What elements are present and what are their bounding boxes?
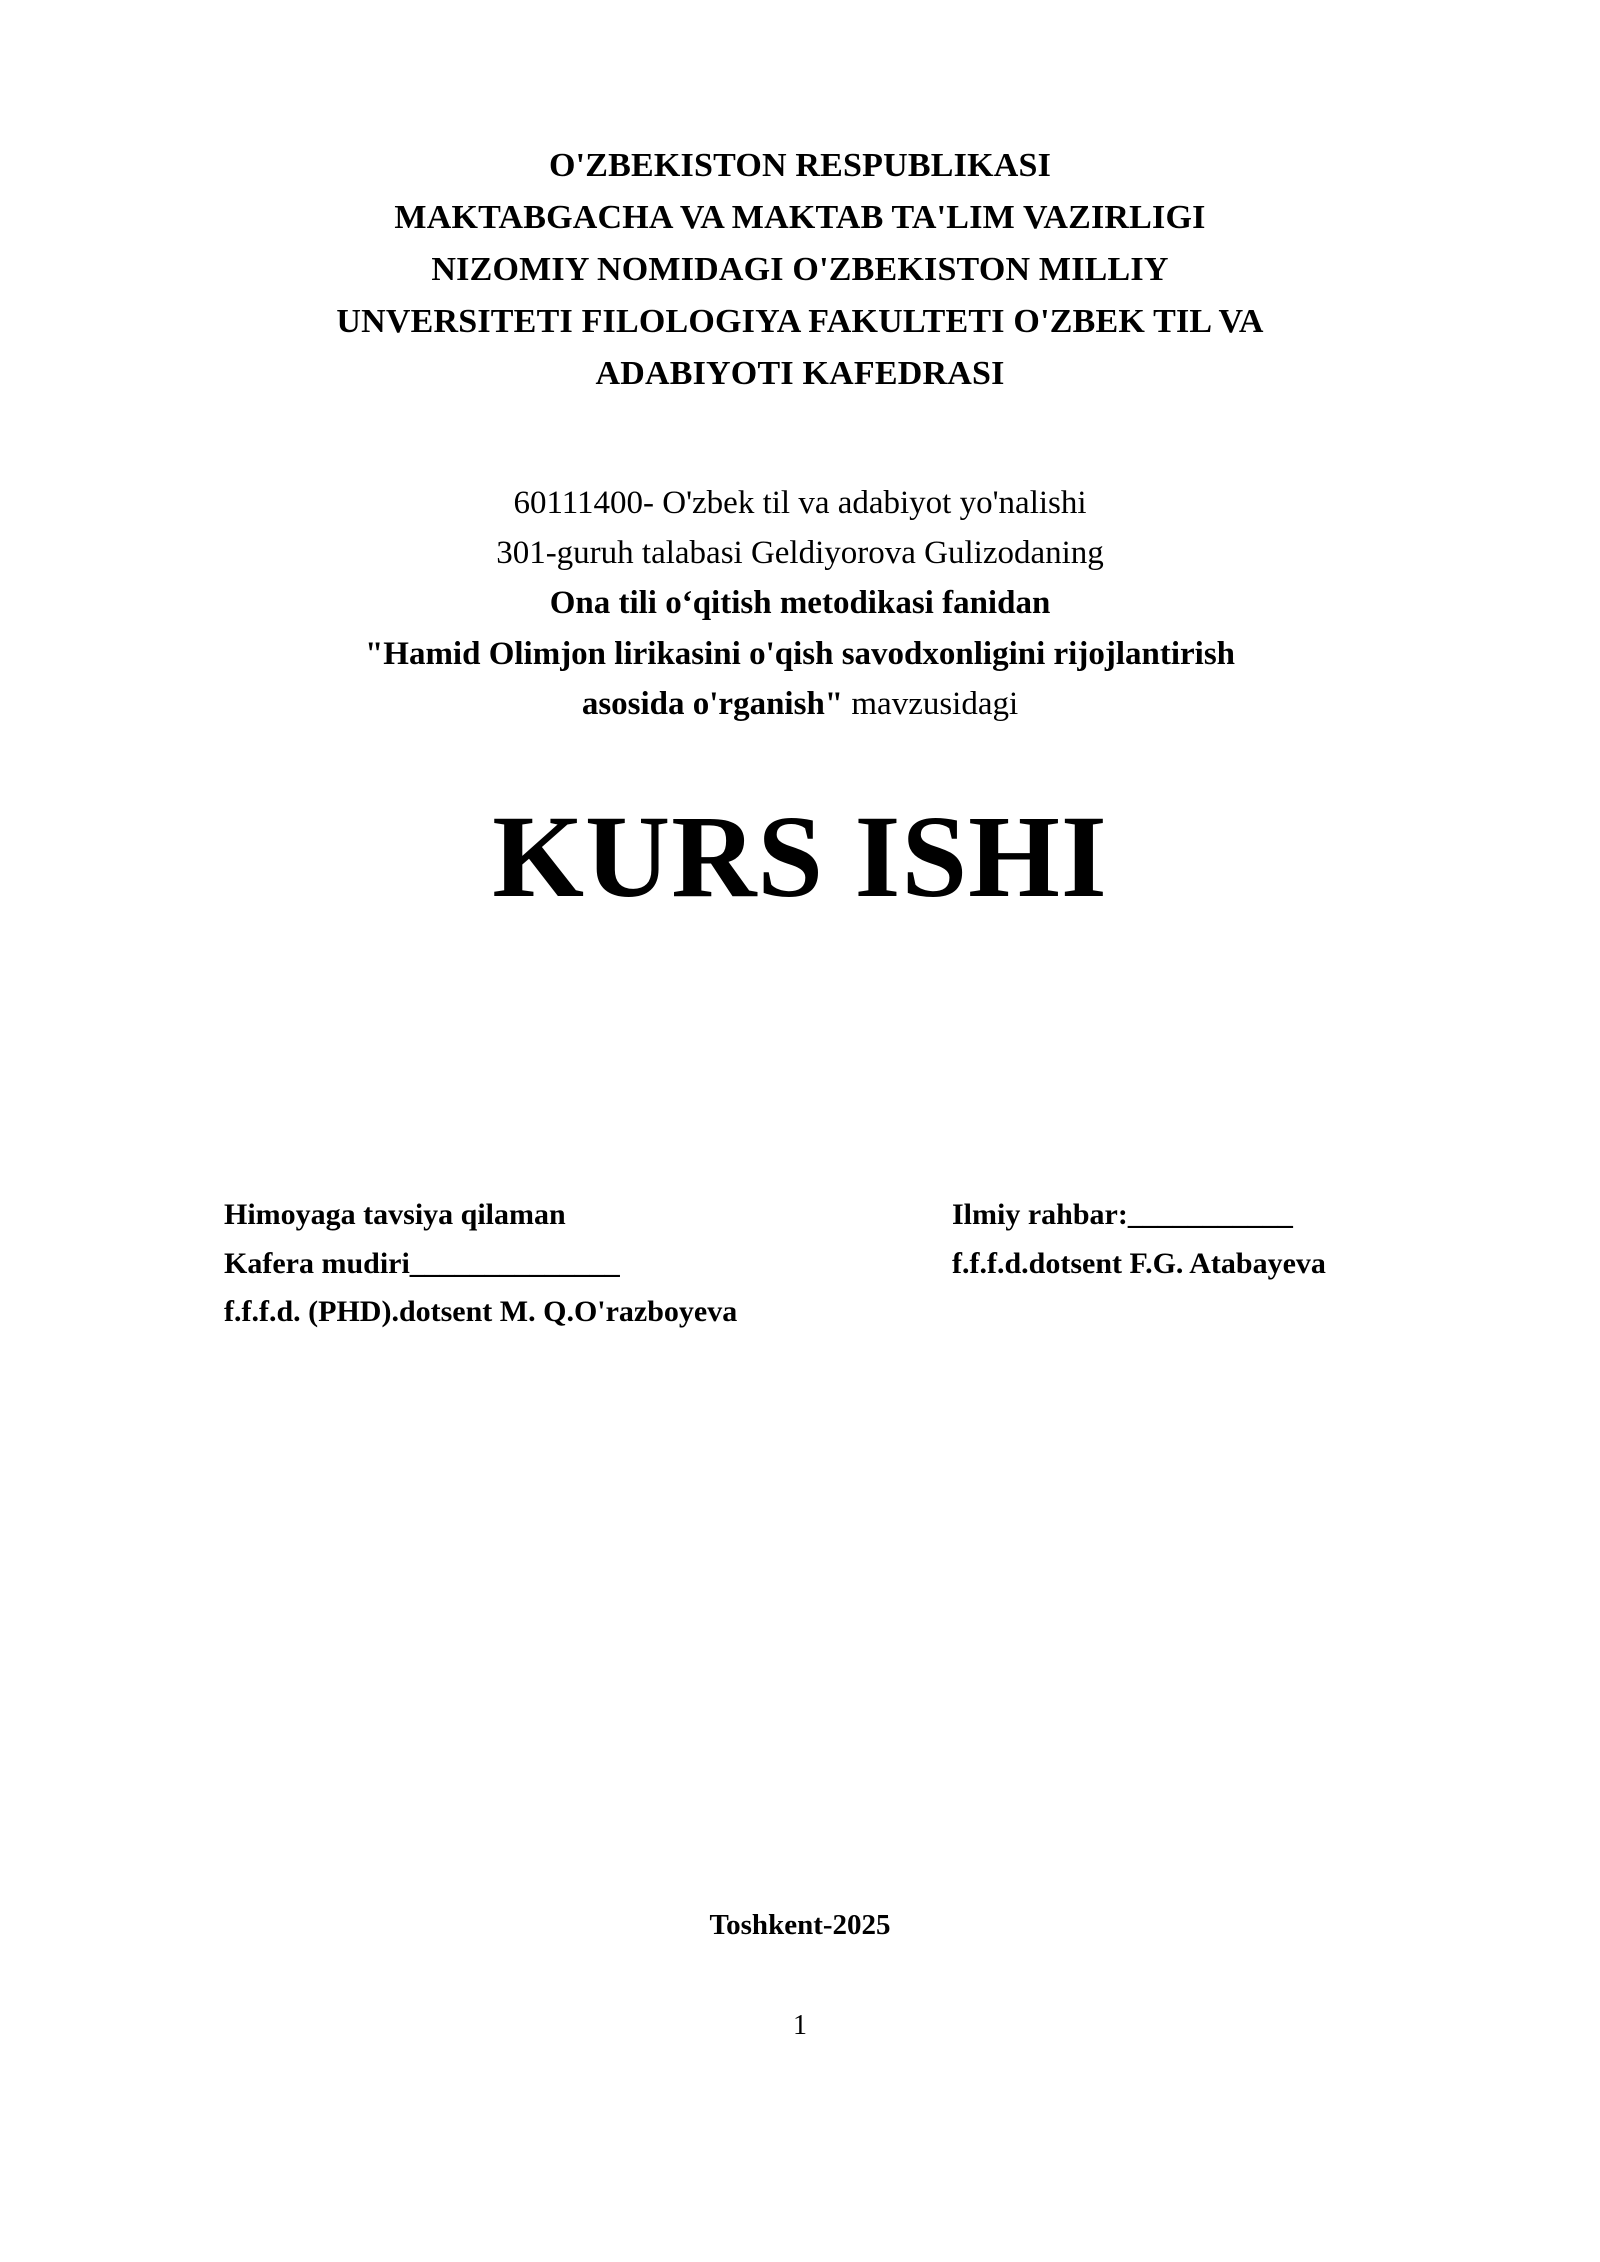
student-name: 301-guruh talabasi Geldiyorova Gulizodaning [496, 535, 1104, 572]
theme-line-2-bold: asosida o'rganish" [581, 685, 844, 722]
study-direction: 60111400- O'zbek til va adabiyot yo'nalishi [513, 485, 1087, 522]
theme-line-2-suffix: mavzusidagi [843, 685, 1019, 722]
page-title: KURS ISHI [492, 790, 1108, 922]
header-line-3: NIZOMIY NOMIDAGI O'ZBEKISTON MILLIY [431, 251, 1169, 289]
header-line-2: MAKTABGACHA VA MAKTAB TA'LIM VAZIRLIGI [394, 199, 1206, 237]
signature-column-left [224, 1191, 844, 1337]
institution-header [224, 140, 1376, 400]
city-year: Toshkent-2025 [709, 1909, 891, 1941]
header-line-1: O'ZBEKISTON RESPUBLIKASI [548, 147, 1052, 184]
header-line-4: UNVERSITETI FILOLOGIYA FAKULTETI O'ZBEK TIL VA [336, 303, 1264, 341]
department-head-line: Kafera mudiri______________ [224, 1246, 620, 1280]
theme-line-2 [224, 679, 1376, 729]
department-head-name: f.f.f.d. (PHD).dotsent M. Q.O'razboyeva [224, 1295, 738, 1329]
theme-line-1: "Hamid Olimjon lirikasini o'qish savodxonligini rijojlantirish [364, 635, 1236, 672]
page-content [224, 0, 1376, 2041]
header-line-5: ADABIYOTI KAFEDRASI [595, 355, 1005, 393]
signature-column-right [952, 1191, 1412, 1288]
course-info [224, 478, 1376, 729]
recommend-label: Himoyaga tavsiya qilaman [224, 1198, 566, 1232]
page-number: 1 [793, 2010, 807, 2041]
supervisor-name: f.f.f.d.dotsent F.G. Atabayeva [952, 1246, 1326, 1280]
supervisor-label: Ilmiy rahbar:___________ [952, 1198, 1293, 1232]
signature-block [224, 1191, 1376, 1381]
subject-name: Ona tili o‘qitish metodikasi fanidan [549, 585, 1051, 622]
